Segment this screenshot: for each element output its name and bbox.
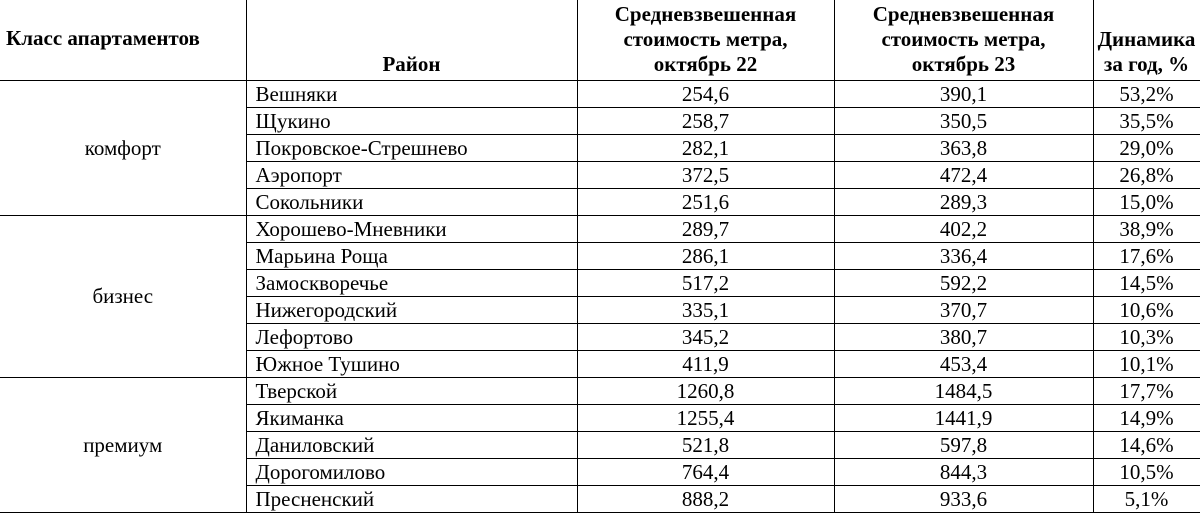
header-class: Класс апартаментов	[0, 0, 246, 81]
district-cell: Замоскворечье	[246, 270, 577, 297]
header-price-oct22-line2: стоимость метра,	[623, 27, 788, 51]
table-body	[0, 81, 1200, 513]
price-oct22-cell: 345,2	[577, 324, 834, 351]
change-cell: 10,5%	[1093, 459, 1200, 486]
change-cell: 17,7%	[1093, 378, 1200, 405]
header-price-oct23	[834, 0, 1093, 81]
price-oct23-cell: 597,8	[834, 432, 1093, 459]
header-price-oct22-line3: октябрь 22	[653, 52, 758, 76]
district-cell: Покровское-Стрешнево	[246, 135, 577, 162]
change-cell: 35,5%	[1093, 108, 1200, 135]
price-oct23-cell: 472,4	[834, 162, 1093, 189]
price-oct22-cell: 286,1	[577, 243, 834, 270]
price-oct23-cell: 1441,9	[834, 405, 1093, 432]
price-oct23-cell: 933,6	[834, 486, 1093, 513]
price-oct23-cell: 363,8	[834, 135, 1093, 162]
district-cell: Щукино	[246, 108, 577, 135]
change-cell: 53,2%	[1093, 81, 1200, 108]
district-cell: Марьина Роща	[246, 243, 577, 270]
change-cell: 38,9%	[1093, 216, 1200, 243]
price-oct22-cell: 521,8	[577, 432, 834, 459]
change-cell: 10,1%	[1093, 351, 1200, 378]
header-price-oct22-line1: Средневзвешенная	[614, 2, 797, 26]
price-oct23-cell: 289,3	[834, 189, 1093, 216]
district-cell: Даниловский	[246, 432, 577, 459]
district-cell: Тверской	[246, 378, 577, 405]
header-row	[0, 0, 1200, 81]
price-oct23-cell: 350,5	[834, 108, 1093, 135]
district-cell: Аэропорт	[246, 162, 577, 189]
price-oct22-cell: 764,4	[577, 459, 834, 486]
change-cell: 10,6%	[1093, 297, 1200, 324]
change-cell: 14,9%	[1093, 405, 1200, 432]
price-oct23-cell: 592,2	[834, 270, 1093, 297]
price-oct22-cell: 335,1	[577, 297, 834, 324]
header-price-oct23-line1: Средневзвешенная	[872, 2, 1055, 26]
class-cell: премиум	[0, 378, 246, 513]
price-oct23-cell: 380,7	[834, 324, 1093, 351]
price-oct23-cell: 844,3	[834, 459, 1093, 486]
header-price-oct22	[577, 0, 834, 81]
district-cell: Хорошево-Мневники	[246, 216, 577, 243]
price-oct22-cell: 1260,8	[577, 378, 834, 405]
change-cell: 14,5%	[1093, 270, 1200, 297]
header-dynamics	[1093, 0, 1200, 81]
price-oct22-cell: 254,6	[577, 81, 834, 108]
change-cell: 26,8%	[1093, 162, 1200, 189]
change-cell: 29,0%	[1093, 135, 1200, 162]
price-oct22-cell: 282,1	[577, 135, 834, 162]
header-district: Район	[246, 0, 577, 81]
price-oct23-cell: 336,4	[834, 243, 1093, 270]
change-cell: 17,6%	[1093, 243, 1200, 270]
district-cell: Южное Тушино	[246, 351, 577, 378]
header-dynamics-line1: Динамика	[1097, 27, 1196, 51]
price-oct22-cell: 258,7	[577, 108, 834, 135]
class-cell: комфорт	[0, 81, 246, 216]
header-dynamics-line2: за год, %	[1103, 52, 1190, 76]
price-oct22-cell: 411,9	[577, 351, 834, 378]
district-cell: Пресненский	[246, 486, 577, 513]
district-cell: Лефортово	[246, 324, 577, 351]
price-oct23-cell: 402,2	[834, 216, 1093, 243]
change-cell: 15,0%	[1093, 189, 1200, 216]
price-oct22-cell: 1255,4	[577, 405, 834, 432]
table-row	[0, 216, 1200, 243]
class-cell: бизнес	[0, 216, 246, 378]
change-cell: 10,3%	[1093, 324, 1200, 351]
table-row	[0, 378, 1200, 405]
change-cell: 5,1%	[1093, 486, 1200, 513]
price-oct22-cell: 289,7	[577, 216, 834, 243]
district-cell: Якиманка	[246, 405, 577, 432]
header-price-oct23-line3: октябрь 23	[911, 52, 1016, 76]
price-oct23-cell: 370,7	[834, 297, 1093, 324]
price-oct22-cell: 517,2	[577, 270, 834, 297]
district-cell: Дорогомилово	[246, 459, 577, 486]
price-oct23-cell: 390,1	[834, 81, 1093, 108]
price-oct22-cell: 888,2	[577, 486, 834, 513]
district-cell: Нижегородский	[246, 297, 577, 324]
price-oct23-cell: 1484,5	[834, 378, 1093, 405]
price-oct22-cell: 251,6	[577, 189, 834, 216]
price-oct22-cell: 372,5	[577, 162, 834, 189]
district-cell: Сокольники	[246, 189, 577, 216]
district-cell: Вешняки	[246, 81, 577, 108]
header-price-oct23-line2: стоимость метра,	[881, 27, 1046, 51]
change-cell: 14,6%	[1093, 432, 1200, 459]
table-row	[0, 81, 1200, 108]
price-oct23-cell: 453,4	[834, 351, 1093, 378]
